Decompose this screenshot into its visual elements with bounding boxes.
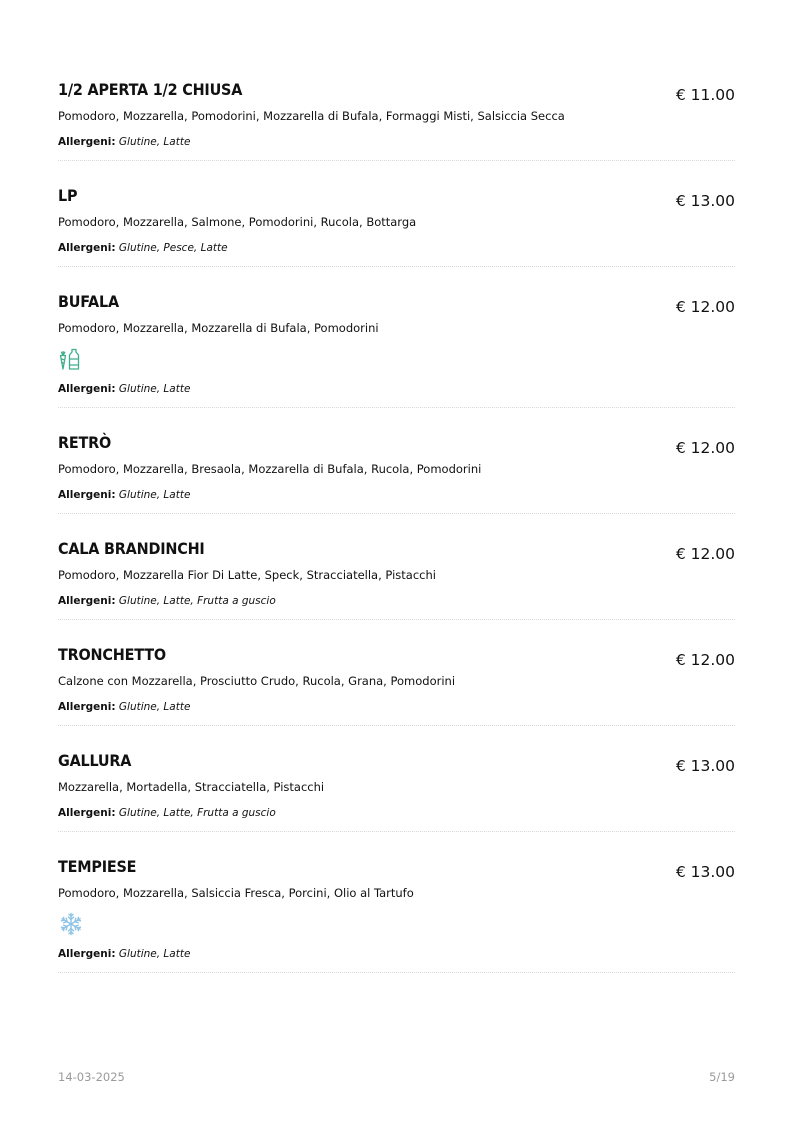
menu-item	[58, 285, 735, 408]
allergens-label: Allergeni:	[58, 489, 116, 501]
item-price: € 13.00	[675, 757, 735, 775]
item-name: CALA BRANDINCHI	[58, 539, 205, 558]
allergens-value: Glutine, Latte	[118, 489, 191, 501]
page-number: 5/19	[709, 1070, 735, 1084]
allergens-value: Glutine, Latte	[118, 136, 191, 148]
allergens-line	[58, 700, 735, 714]
item-price: € 11.00	[675, 86, 735, 104]
diet-icons	[58, 912, 735, 936]
item-name: TRONCHETTO	[58, 645, 166, 664]
allergens-value: Glutine, Latte, Frutta a guscio	[118, 807, 276, 819]
item-description: Pomodoro, Mozzarella, Bresaola, Mozzarella di Bufala, Rucola, Pomodorini	[58, 462, 482, 476]
item-price: € 12.00	[675, 439, 735, 457]
allergens-label: Allergeni:	[58, 242, 116, 254]
vegetarian-icon	[58, 347, 84, 371]
item-name: TEMPIESE	[58, 857, 137, 876]
allergens-label: Allergeni:	[58, 948, 116, 960]
allergens-line	[58, 947, 735, 961]
frozen-icon	[58, 912, 84, 936]
menu-item	[58, 638, 735, 726]
item-name: BUFALA	[58, 292, 119, 311]
allergens-value: Glutine, Latte	[118, 701, 191, 713]
allergens-value: Glutine, Latte	[118, 948, 191, 960]
item-price: € 12.00	[675, 651, 735, 669]
item-description: Mozzarella, Mortadella, Stracciatella, Pistacchi	[58, 780, 325, 794]
item-description: Pomodoro, Mozzarella, Mozzarella di Bufala, Pomodorini	[58, 321, 379, 335]
item-description: Pomodoro, Mozzarella, Salsiccia Fresca, Porcini, Olio al Tartufo	[58, 886, 414, 900]
menu-item	[58, 744, 735, 832]
page-footer	[58, 1070, 735, 1084]
item-name: 1/2 APERTA 1/2 CHIUSA	[58, 80, 243, 99]
allergens-line	[58, 135, 735, 149]
allergens-value: Glutine, Latte, Frutta a guscio	[118, 595, 276, 607]
menu-item	[58, 532, 735, 620]
menu-list	[58, 73, 735, 991]
allergens-value: Glutine, Pesce, Latte	[118, 242, 228, 254]
item-price: € 12.00	[675, 545, 735, 563]
item-name: GALLURA	[58, 751, 132, 770]
menu-item	[58, 426, 735, 514]
menu-item	[58, 73, 735, 161]
item-description: Pomodoro, Mozzarella, Salmone, Pomodorini, Rucola, Bottarga	[58, 215, 417, 229]
allergens-label: Allergeni:	[58, 595, 116, 607]
item-description: Calzone con Mozzarella, Prosciutto Crudo, Rucola, Grana, Pomodorini	[58, 674, 456, 688]
item-price: € 12.00	[675, 298, 735, 316]
item-name: LP	[58, 186, 78, 205]
diet-icons	[58, 347, 735, 371]
allergens-label: Allergeni:	[58, 807, 116, 819]
allergens-line	[58, 241, 735, 255]
allergens-line	[58, 594, 735, 608]
allergens-label: Allergeni:	[58, 136, 116, 148]
menu-item	[58, 179, 735, 267]
allergens-label: Allergeni:	[58, 701, 116, 713]
allergens-line	[58, 382, 735, 396]
allergens-line	[58, 806, 735, 820]
menu-item	[58, 850, 735, 973]
item-description: Pomodoro, Mozzarella, Pomodorini, Mozzarella di Bufala, Formaggi Misti, Salsiccia Secca	[58, 109, 565, 123]
item-name: RETRÒ	[58, 433, 112, 452]
print-date: 14-03-2025	[58, 1070, 125, 1084]
item-price: € 13.00	[675, 192, 735, 210]
allergens-value: Glutine, Latte	[118, 383, 191, 395]
allergens-label: Allergeni:	[58, 383, 116, 395]
allergens-line	[58, 488, 735, 502]
item-description: Pomodoro, Mozzarella Fior Di Latte, Speck, Stracciatella, Pistacchi	[58, 568, 436, 582]
item-price: € 13.00	[675, 863, 735, 881]
